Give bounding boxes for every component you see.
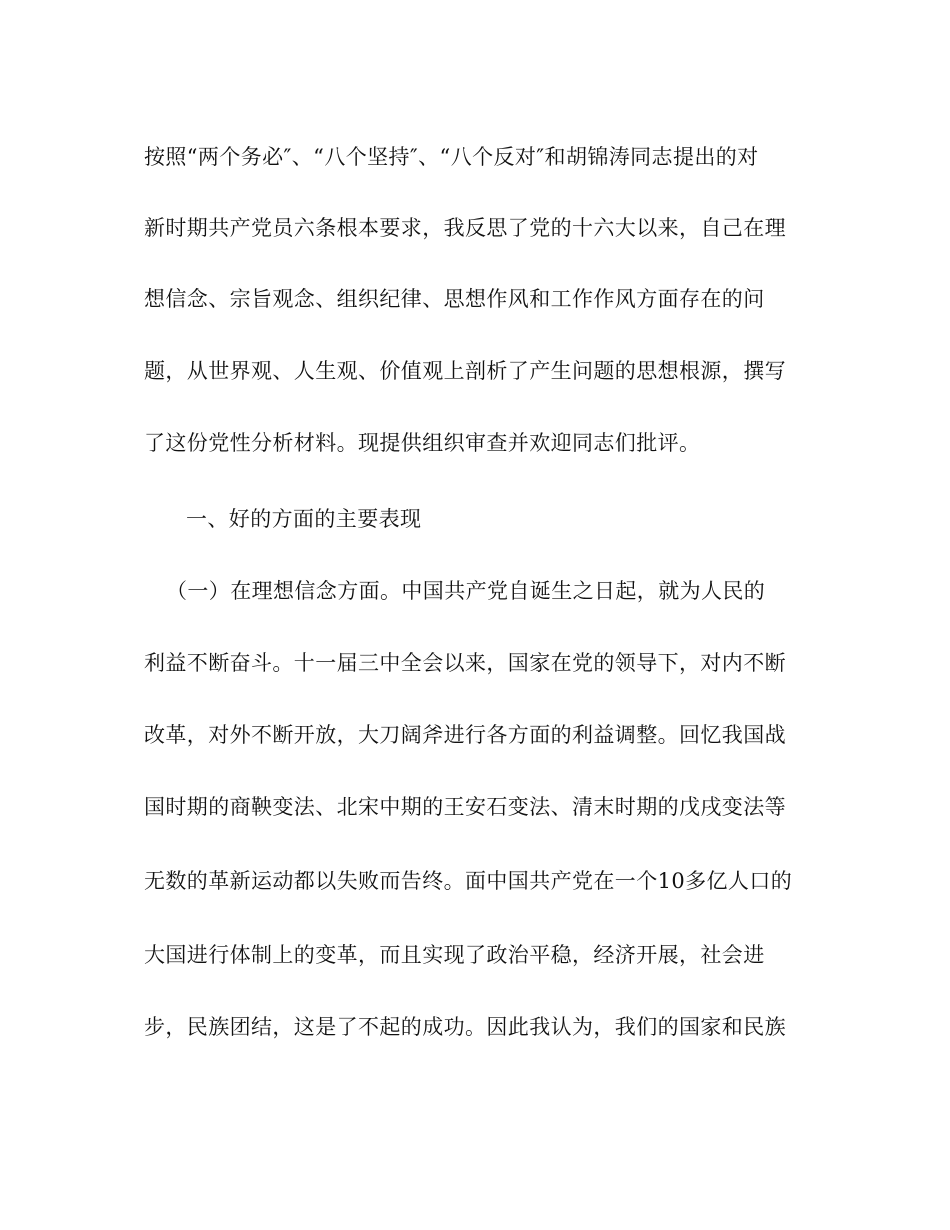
paragraph-line: 想信念、宗旨观念、组织纪律、思想作风和工作作风方面存在的问 bbox=[144, 287, 765, 311]
paragraph-line: 国时期的商鞅变法、北宋中期的王安石变法、清末时期的戊戌变法等 bbox=[144, 795, 786, 819]
paragraph-line: 题，从世界观、人生观、价值观上剖析了产生问题的思想根源，撰写 bbox=[144, 359, 786, 383]
paragraph-line: 了这份党性分析材料。现提供组织审查并欢迎同志们批评。 bbox=[144, 431, 701, 455]
paragraph-line: 新时期共产党员六条根本要求，我反思了党的十六大以来，自己在理 bbox=[144, 216, 786, 240]
paragraph-line: 按照“两个务必″、“八个坚持″、“八个反对″和胡锦涛同志提出的对 bbox=[144, 145, 759, 169]
section-heading: 一、好的方面的主要表现 bbox=[186, 507, 422, 531]
paragraph-line: 步，民族团结，这是了不起的成功。因此我认为，我们的国家和民族 bbox=[144, 1015, 786, 1039]
paragraph-line: 大国进行体制上的变革，而且实现了政治平稳，经济开展，社会进 bbox=[144, 943, 765, 967]
paragraph-line: 利益不断奋斗。十一届三中全会以来，国家在党的领导下，对内不断 bbox=[144, 651, 786, 675]
paragraph-line: 无数的革新运动都以失败而告终。面中国共产党在一个10多亿人口的 bbox=[144, 869, 793, 893]
paragraph-line: （一）在理想信念方面。中国共产党自诞生之日起，就为人民的 bbox=[166, 579, 766, 603]
paragraph-line: 改革，对外不断开放，大刀阔斧进行各方面的利益调整。回忆我国战 bbox=[144, 723, 786, 747]
